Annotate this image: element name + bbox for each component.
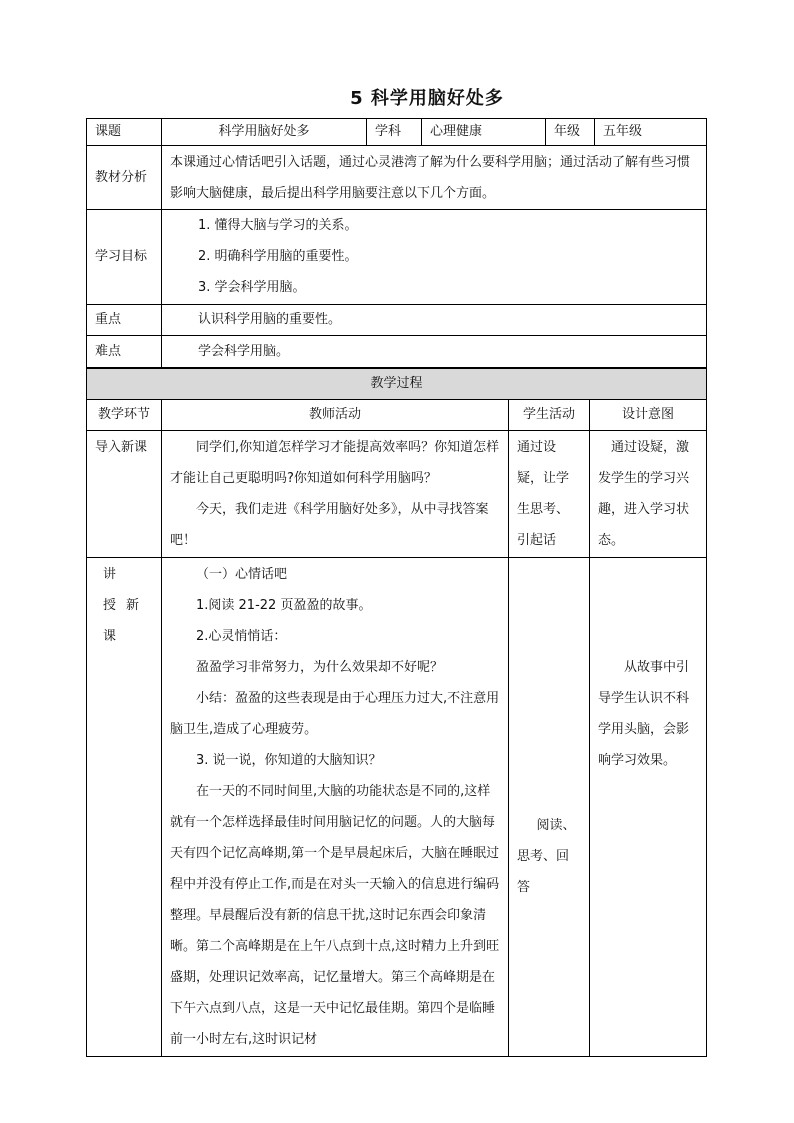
grade-value: 五年级 <box>594 118 707 146</box>
row1-teacher <box>161 430 509 558</box>
row2-teacher-line: 1.阅读 21-22 页盈盈的故事。 <box>196 598 372 613</box>
header-teacher: 教师活动 <box>161 399 509 431</box>
row2-teacher-line: 小结：盈盈的这些表现是由于心理压力过大,不注意用脑卫生,造成了心理疲劳。 <box>170 691 500 737</box>
row2-teacher-line: （一）心情话吧 <box>196 567 288 582</box>
row1-intent: 通过设疑，激发学生的学习兴趣，进入学习状态。 <box>589 430 707 558</box>
row2-student-text: 阅读、思考、回答 <box>517 818 576 895</box>
row1-stage: 导入新课 <box>86 430 162 558</box>
goal-item: 3. 学会科学用脑。 <box>198 280 306 295</box>
row1-student: 通过设疑，让学生思考、引起话 <box>508 430 590 558</box>
key-text: 认识科学用脑的重要性。 <box>161 304 707 336</box>
difficulty-text: 学会科学用脑。 <box>161 335 707 368</box>
grade-label: 年级 <box>545 118 595 146</box>
header-student: 学生活动 <box>508 399 590 431</box>
page-title: 5 科学用脑好处多 <box>350 88 504 109</box>
analysis-text: 本课通过心情话吧引入话题，通过心灵港湾了解为什么要科学用脑；通过活动了解有些习惯影响大脑健康，最后提出科学用脑要注意以下几个方面。 <box>161 145 707 210</box>
analysis-label: 教材分析 <box>86 145 162 210</box>
row2-stage: 讲 授新课 <box>86 557 162 1057</box>
header-intent: 设计意图 <box>589 399 707 431</box>
row1-teacher-line: 今天，我们走进《科学用脑好处多》，从中寻找答案吧！ <box>170 502 489 548</box>
goals-label: 学习目标 <box>86 209 162 305</box>
row2-intent <box>589 557 707 1057</box>
subject-label: 学科 <box>366 118 422 146</box>
row2-student <box>508 557 590 1057</box>
process-section-title: 教学过程 <box>86 368 707 400</box>
row2-teacher-line: 3. 说一说，你知道的大脑知识？ <box>196 753 382 768</box>
goals-list <box>161 209 707 305</box>
difficulty-label: 难点 <box>86 335 162 368</box>
goal-item: 2. 明确科学用脑的重要性。 <box>198 249 358 264</box>
subject-value: 心理健康 <box>421 118 546 146</box>
header-stage: 教学环节 <box>86 399 162 431</box>
row2-intent-text: 从故事中引导学生认识不科学用头脑，会影响学习效果。 <box>598 660 690 768</box>
row2-teacher <box>161 557 509 1057</box>
row1-teacher-line: 同学们,你知道怎样学习才能提高效率吗？你知道怎样才能让自己更聪明吗?你知道如何科学用脑吗？ <box>170 440 500 486</box>
row2-teacher-line: 2.心灵悄悄话： <box>196 629 287 644</box>
key-label: 重点 <box>86 304 162 336</box>
row2-teacher-line: 在一天的不同时间里,大脑的功能状态是不同的,这样就有一个怎样选择最佳时间用脑记忆的问题。人的大脑每天有四个记忆高峰期,第一个是早晨起床后，大脑在睡眠过程中并没有停止工作,而是在对头一天输入的信息进行编码整理。早晨醒后没有新的信息干扰,这时记东西会印象清晰。第二个高峰期是在上午八点到十点,这时精力上升到旺盛期，处理识记效率高，记忆量增大。第三个高峰期是在下午六点到八点，这是一天中记忆最佳期。第四个是临睡前一小时左右,这时识记材 <box>170 784 500 1047</box>
goal-item: 1. 懂得大脑与学习的关系。 <box>198 218 358 233</box>
course-value: 科学用脑好处多 <box>161 118 367 146</box>
row2-teacher-line: 盈盈学习非常努力，为什么效果却不好呢？ <box>196 660 444 675</box>
course-label: 课题 <box>86 118 162 146</box>
